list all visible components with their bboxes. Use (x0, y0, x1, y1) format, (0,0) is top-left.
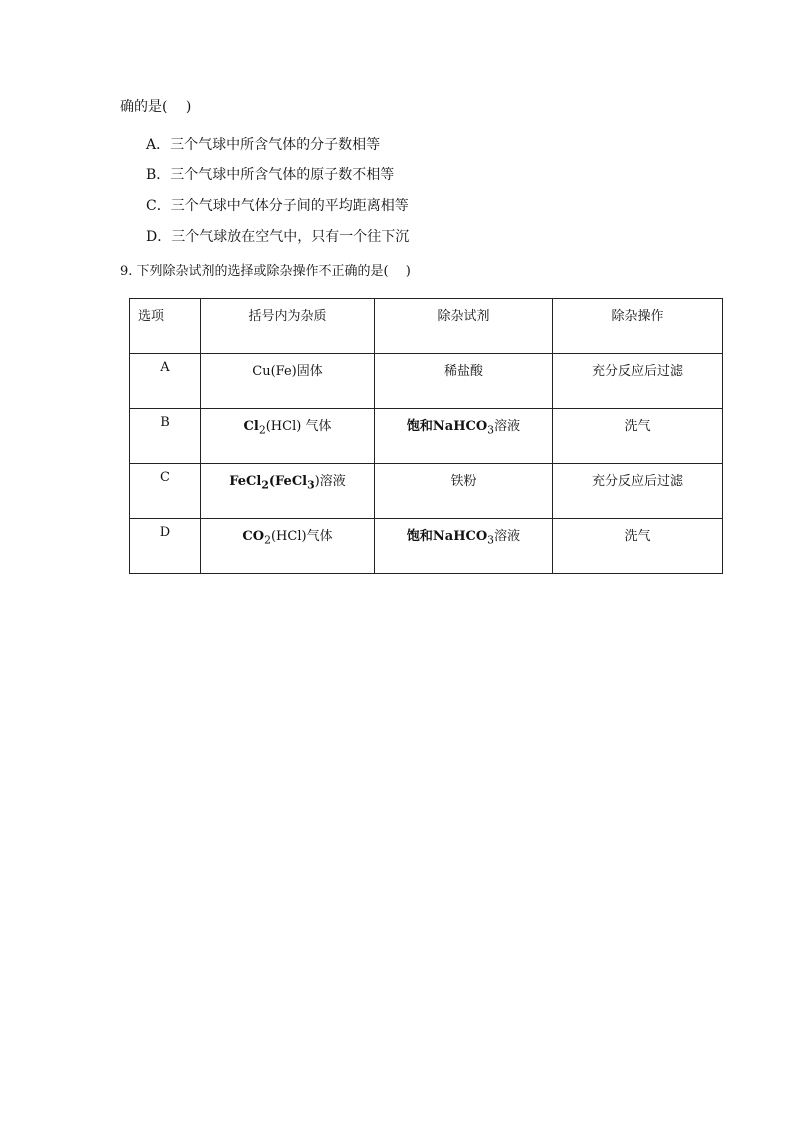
cell-option: A (130, 354, 201, 409)
formula-part: CO (242, 529, 265, 544)
formula-subscript: 3 (307, 478, 315, 492)
option-b (146, 164, 394, 184)
cell-impurity (201, 464, 375, 519)
header-operation: 除杂操作 (553, 299, 723, 354)
option-c (146, 195, 409, 215)
cell-reagent: 铁粉 (375, 464, 553, 519)
cell-operation: 充分反应后过滤 (553, 354, 723, 409)
table-header-row (130, 299, 723, 354)
header-reagent: 除杂试剂 (375, 299, 553, 354)
question-9-stem (120, 260, 411, 279)
formula-subscript: 2 (264, 533, 271, 547)
cell-reagent (375, 519, 553, 574)
table-row (130, 354, 723, 409)
formula-subscript: 2 (261, 478, 269, 492)
option-label: A． (146, 137, 171, 153)
formula-part: Cl (243, 419, 259, 434)
table-row (130, 519, 723, 574)
option-a (146, 134, 380, 154)
cell-impurity: Cu(Fe)固体 (201, 354, 375, 409)
formula-part: (HCl)气体 (270, 529, 333, 544)
formula-part: 溶液 (494, 529, 521, 544)
formula-part: FeCl (229, 474, 262, 489)
impurity-removal-table (129, 298, 723, 574)
formula-part: 饱和NaHCO (406, 419, 488, 434)
option-text: 三个气球中所含气体的分子数相等 (170, 137, 381, 153)
header-impurity: 括号内为杂质 (201, 299, 375, 354)
option-text: 三个气球放在空气中，只有一个往下沉 (171, 229, 410, 245)
formula-part: (FeCl (268, 474, 308, 489)
cell-option: C (130, 464, 201, 519)
option-label: C． (146, 198, 171, 214)
formula-subscript: 2 (258, 423, 266, 437)
cell-impurity (201, 519, 375, 574)
question-text: 下列除杂试剂的选择或除杂操作不正确的是( ) (132, 264, 411, 279)
formula-part: 饱和NaHCO (406, 529, 488, 544)
cell-reagent: 稀盐酸 (375, 354, 553, 409)
header-option: 选项 (130, 299, 201, 354)
table-row (130, 409, 723, 464)
table-row (130, 464, 723, 519)
formula-part: 溶液 (494, 419, 521, 434)
cell-option: B (130, 409, 201, 464)
option-d (146, 226, 409, 246)
question-8-stem: 确的是( ) (120, 99, 192, 115)
option-label: B． (146, 167, 171, 183)
question-number: 9. (120, 264, 133, 279)
cell-option: D (130, 519, 201, 574)
option-text: 三个气球中所含气体的原子数不相等 (170, 167, 395, 183)
option-text: 三个气球中气体分子间的平均距离相等 (170, 198, 409, 214)
cell-impurity (201, 409, 375, 464)
formula-part: (HCl) 气体 (265, 419, 332, 434)
cell-reagent (375, 409, 553, 464)
cell-operation: 洗气 (553, 519, 723, 574)
formula-part: )溶液 (314, 474, 346, 489)
option-label: D． (146, 229, 172, 245)
formula-subscript: 3 (487, 423, 495, 437)
cell-operation: 洗气 (553, 409, 723, 464)
cell-operation: 充分反应后过滤 (553, 464, 723, 519)
formula-subscript: 3 (487, 533, 495, 547)
